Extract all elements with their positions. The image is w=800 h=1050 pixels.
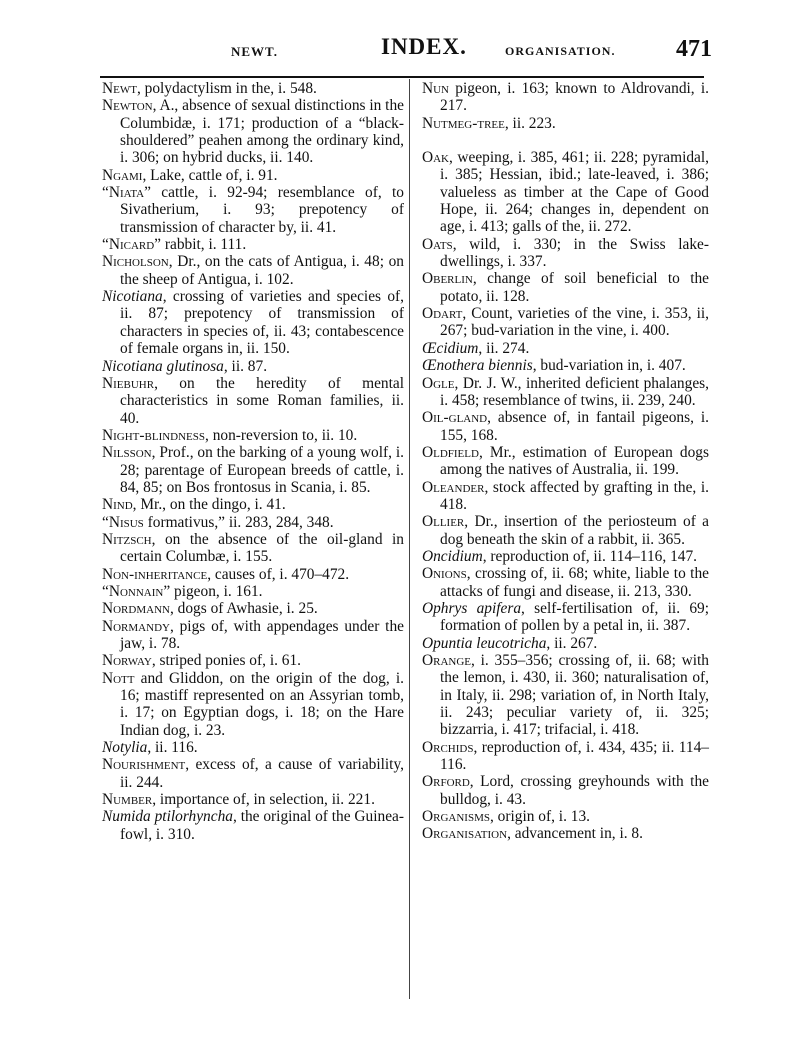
index-column-left [102,80,404,843]
index-entry: “Nisus formativus,” ii. 283, 284, 348. [102,513,334,531]
index-entry: Nilsson, Prof., on the barking of a young wolf, i. 28; parentage of European breeds of cattle, i. 84, 85; on Bos frontosus in Scania, i. 85. [102,444,404,496]
index-entry: Nitzsch, on the absence of the oil-gland in certain Columbæ, i. 155. [102,530,404,566]
index-entry: Orange, i. 355–356; crossing of, ii. 68; with the lemon, i. 430, ii. 360; naturalisation of, in Italy, ii. 298; variation of, in North Italy, ii. 243; peculiar variety of, ii. 325; bizzarria, i. 417; trifacial, i. 418. [422,652,709,739]
index-entry: Normandy, pigs of, with appendages under the jaw, i. 78. [102,617,404,652]
index-entry: Onions, crossing of, ii. 68; white, liable to the attacks of fungi and disease, ii. 213, 330. [422,565,709,600]
index-entry: Oleander, stock affected by grafting in the, i. 418. [422,478,709,513]
running-head-left: NEWT. [231,44,279,59]
index-entry: Newt, polydactylism in the, i. 548. [102,80,317,97]
index-entry: Norway, striped ponies of, i. 61. [102,652,302,670]
index-entry: Opuntia leucotricha, ii. 267. [422,634,598,652]
index-entry: Nott and Gliddon, on the origin of the dog, i. 16; mastiff represented on an Assyrian tomb, i. 17; on Egyptian dogs, i. 18; on the Hare Indian dog, i. 23. [102,669,404,739]
index-entry: “Nicard” rabbit, i. 111. [102,236,247,254]
index-entry: Ophrys apifera, self-fertilisation of, ii. 69; formation of pollen by a petal in, ii. 387. [422,599,709,635]
index-entry: Œcidium, ii. 274. [422,339,530,357]
index-entry: Oak, weeping, i. 385, 461; ii. 228; pyramidal, i. 385; Hessian, ibid.; late-leaved, i. 386; valueless as timber at the Cape of Good Hope, ii. 264; changes in, dependent on age, i. 413; galls of the, ii. 272. [422,149,709,236]
header-rule [100,76,704,78]
index-entry: Ngami, Lake, cattle of, i. 91. [102,166,278,184]
index-entry: Ogle, Dr. J. W., inherited deficient phalanges, i. 458; resemblance of twins, ii. 239, 240. [422,374,709,409]
index-entry: Non-inheritance, causes of, i. 470–472. [102,565,350,583]
index-entry: Nind, Mr., on the dingo, i. 41. [102,496,286,514]
index-column-right [422,80,709,843]
index-entry: Oats, wild, i. 330; in the Swiss lake-dwellings, i. 337. [422,235,709,271]
page-title: INDEX. [381,34,467,59]
index-entry: Nourishment, excess of, a cause of variability, ii. 244. [102,756,404,791]
index-entry: Newton, A., absence of sexual distinctions in the Columbidæ, i. 171; production of a “black-shouldered” peahen among the ordinary kind, i. 306; on hybrid ducks, ii. 140. [102,97,404,167]
index-entry: Organisms, origin of, i. 13. [422,808,591,826]
index-entry: Ollier, Dr., insertion of the periosteum of a dog beneath the skin of a rabbit, ii. 365. [422,513,709,548]
index-entry: Niebuhr, on the heredity of mental characteristics in some Roman families, ii. 40. [102,374,404,427]
running-head-right: ORGANISATION. [505,44,616,58]
index-entry: “Niata” cattle, i. 92-94; resemblance of, to Sivatherium, i. 93; prepotency of transmission of character by, ii. 41. [102,184,404,236]
index-entry: Numida ptilorhyncha, the original of the Guinea-fowl, i. 310. [102,808,404,843]
index-entry: Nutmeg-tree, ii. 223. [422,114,556,132]
index-entry: Notylia, ii. 116. [102,739,198,757]
column-divider [409,79,410,999]
index-entry: Nordmann, dogs of Awhasie, i. 25. [102,600,318,618]
index-entry: Oil-gland, absence of, in fantail pigeons, i. 155, 168. [422,409,709,444]
letter-section-gap [422,132,709,149]
index-entry: Night-blindness, non-reversion to, ii. 10. [102,426,358,444]
index-entry: Number, importance of, in selection, ii. 221. [102,791,375,809]
page-number: 471 [676,36,712,62]
index-entry: Nicotiana glutinosa, ii. 87. [102,357,268,375]
index-entry: Œnothera biennis, bud-variation in, i. 407. [422,357,686,375]
index-entry: “Nonnain” pigeon, i. 161. [102,582,263,600]
index-entry: Nicotiana, crossing of varieties and species of, ii. 87; prepotency of transmission of characters in species of, ii. 43; contabescence of female organs in, ii. 150. [102,288,404,358]
index-entry: Nicholson, Dr., on the cats of Antigua, i. 48; on the sheep of Antigua, i. 102. [102,253,404,288]
index-entry: Orford, Lord, crossing greyhounds with the bulldog, i. 43. [422,773,709,808]
index-entry: Orchids, reproduction of, i. 434, 435; ii. 114–116. [422,738,709,774]
index-entry: Oberlin, change of soil beneficial to the potato, ii. 128. [422,270,709,305]
page-header [0,34,800,74]
index-entry: Odart, Count, varieties of the vine, i. 353, ii, 267; bud-variation in the vine, i. 400. [422,305,709,340]
index-entry: Organisation, advancement in, i. 8. [422,825,643,843]
index-entry: Oldfield, Mr., estimation of European dogs among the natives of Australia, ii. 199. [422,443,709,479]
index-entry: Nun pigeon, i. 163; known to Aldrovandi, i. 217. [422,80,709,115]
index-entry: Oncidium, reproduction of, ii. 114–116, 147. [422,547,697,565]
